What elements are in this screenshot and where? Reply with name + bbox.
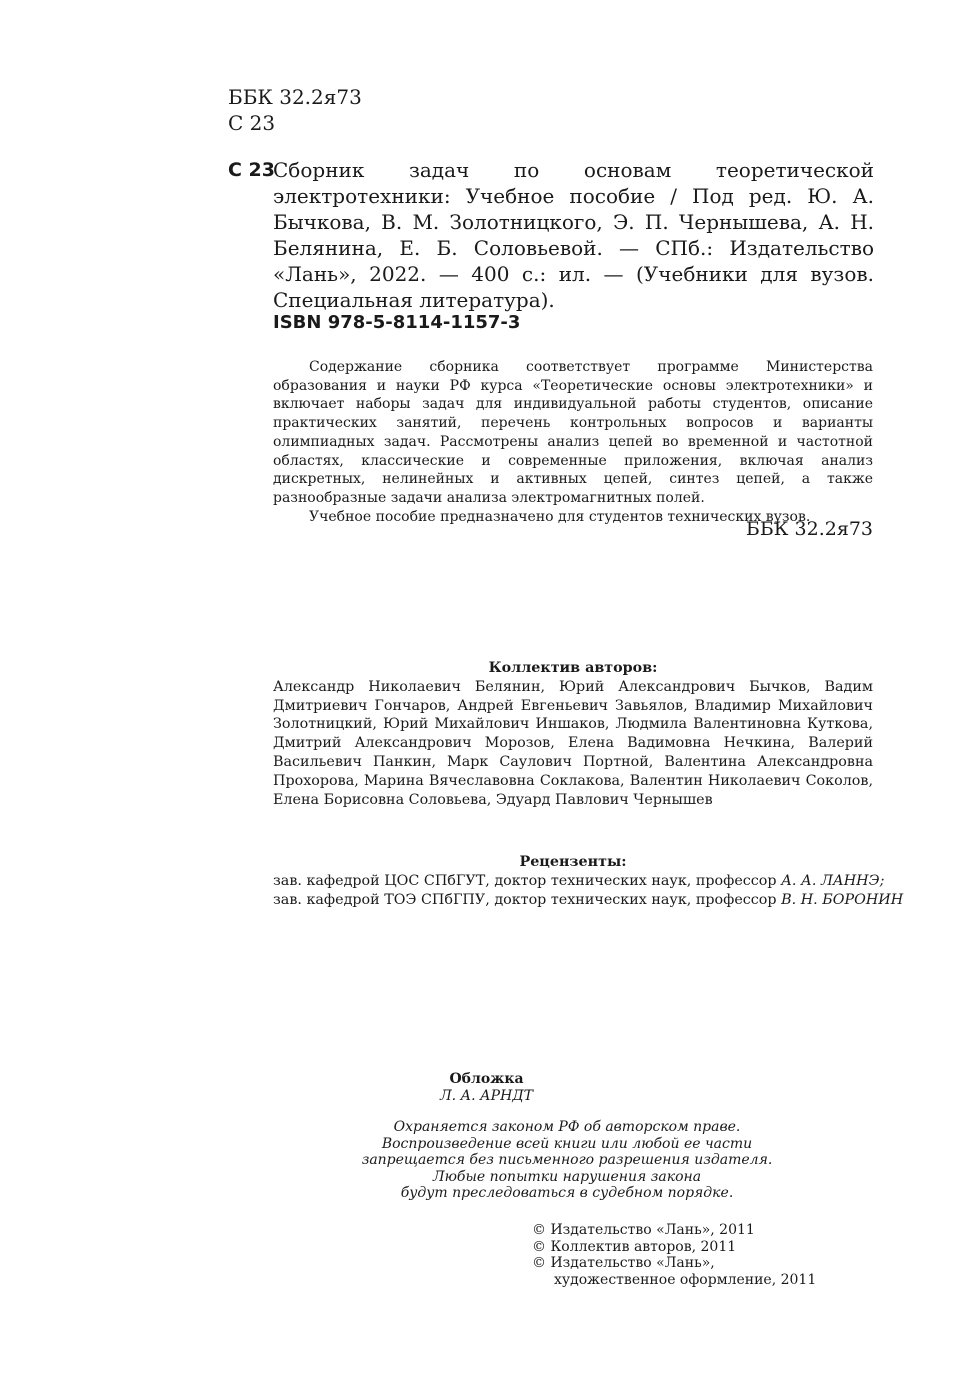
entry-description: Сборник задач по основам теоретической электротехники: Учебное пособие / Под ред. Ю. А. Бычкова, В. М. Золотницкого, Э. П. Чернышева, А. Н. Белянина, Е. Б. Соловьевой. — СПб.: Издательство «Лань», 2022. — 400 с.: ил. — (Учебники для вузов. Специальная литература).: [273, 158, 874, 312]
copyright-holders: [532, 1222, 816, 1288]
notice-line: Любые попытки нарушения закона: [432, 1168, 702, 1185]
reviewer-name: А. А. ЛАННЭ;: [781, 872, 885, 889]
annotation: [273, 358, 873, 526]
cover-title: Обложка: [449, 1071, 524, 1087]
entry-author-mark: С 23: [228, 159, 275, 181]
authors-list: Александр Николаевич Белянин, Юрий Александрович Бычков, Вадим Дмитриевич Гончаров, Андрей Евгеньевич Завьялов, Владимир Михайлович Золотницкий, Юрий Михайлович Иншаков, Людмила Валентиновна Куткова, Дмитрий Александрович Морозов, Елена Вадимовна Нечкина, Валерий Васильевич Панкин, Марк Саулович Портной, Валентина Александровна Прохорова, Марина Вячеславовна Соклакова, Валентин Николаевич Соколов, Елена Борисовна Соловьева, Эдуард Павлович Чернышев: [273, 678, 873, 808]
copyright-line: © Издательство «Лань»,: [532, 1255, 715, 1271]
notice-line: Воспроизведение всей книги или любой ее части: [381, 1135, 753, 1152]
copyright-line: художественное оформление, 2011: [554, 1271, 817, 1288]
reviewers-section: [273, 853, 904, 909]
reviewer-line: [273, 891, 904, 910]
copyright-line: © Издательство «Лань», 2011: [532, 1222, 755, 1238]
notice-line: будут преследоваться в судебном порядке.: [400, 1185, 734, 1201]
annotation-paragraph: Содержание сборника соответствует программе Министерства образования и науки РФ курса «Теоретические основы электротехники» и включает наборы задач для индивидуальной работы студентов, описание практических занятий, перечень контрольных вопросов и варианты олимпиадных задач. Рассмотрены анализ цепей во временной и частотной областях, классические и современные приложения, включая анализ дискретных, нелинейных и активных цепей, синтез цепей, а также разнообразные задачи анализа электромагнитных полей.: [273, 359, 873, 506]
cover-designer: Л. А. АРНДТ: [439, 1088, 534, 1104]
bibliographic-entry: [228, 157, 874, 313]
reviewer-line: [273, 872, 885, 891]
notice-line: Охраняется законом РФ об авторском праве.: [393, 1119, 741, 1135]
copyright-line: © Коллектив авторов, 2011: [532, 1238, 737, 1255]
reviewer-position: зав. кафедрой ТОЭ СПбГПУ, доктор технических наук, профессор: [273, 891, 782, 908]
reviewer-name: В. Н. БОРОНИН: [781, 891, 904, 908]
authors-section: [273, 659, 873, 809]
author-mark: С 23: [228, 111, 276, 135]
annotation-bbk: ББК 32.2я73: [745, 518, 873, 540]
annotation-paragraph: Учебное пособие предназначено для студентов технических вузов.: [309, 508, 811, 525]
reviewer-position: зав. кафедрой ЦОС СПбГУТ, доктор технических наук, профессор: [273, 872, 782, 889]
authors-heading: Коллектив авторов:: [488, 660, 658, 676]
isbn: ISBN 978-5-8114-1157-3: [273, 312, 521, 333]
notice-line: запрещается без письменного разрешения издателя.: [361, 1152, 773, 1168]
cover-credit: [0, 1071, 973, 1105]
copyright-notice: [0, 1119, 973, 1202]
bbk-header: [228, 84, 362, 136]
bbk-index: ББК 32.2я73: [228, 85, 362, 109]
reviewers-heading: Рецензенты:: [519, 854, 627, 870]
